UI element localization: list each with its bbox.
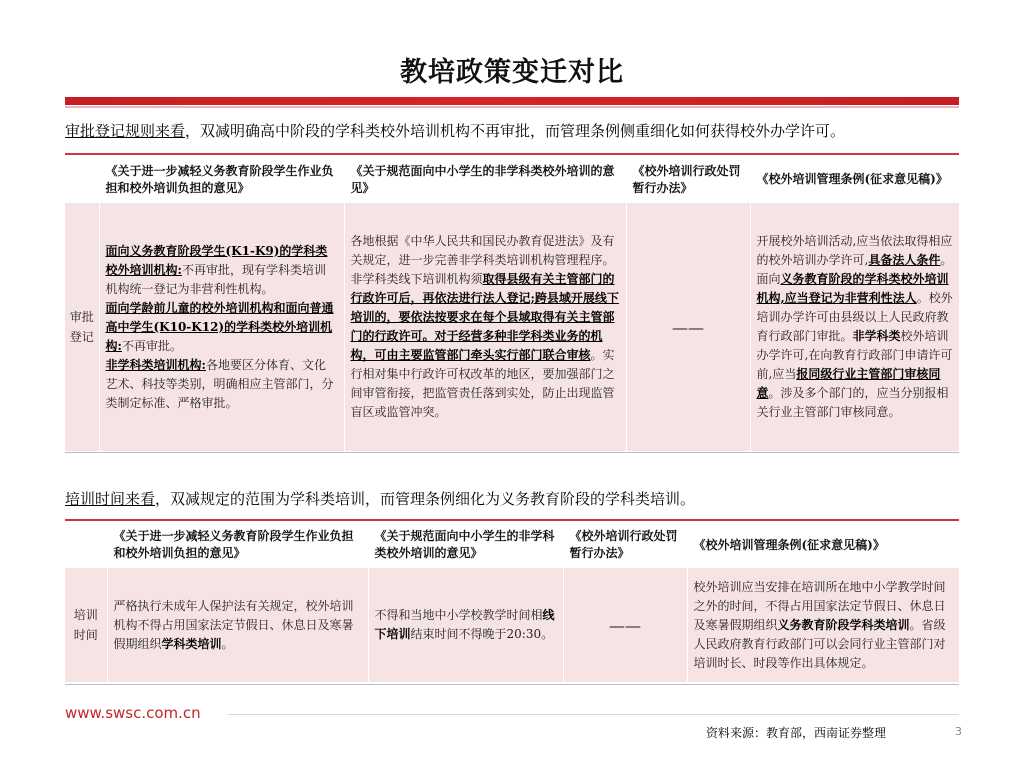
section1-top-rule: [65, 153, 959, 155]
text: 各地要区分体育、文化艺术、科技等类别，明确相应主管部门，分类制定标准、严格审批。: [105, 357, 334, 410]
text: 。涉及多个部门的，应当分别报相关行业主管部门审核同意。: [756, 386, 949, 419]
section2-cell-col2: [368, 568, 563, 682]
text-bold: 报同级行业主管部门审核同意: [756, 367, 941, 400]
section1-row-label: 审批登记: [65, 203, 99, 451]
section2-cell-col1: [107, 568, 368, 682]
section2-top-rule: [65, 519, 959, 521]
text: 校外培训办学许可,在向教育行政部门申请许可前,应当: [756, 329, 953, 381]
section1-header-blank: [65, 156, 99, 203]
section1-summary-text: ，双减明确高中阶段的学科类校外培训机构不再审批，而管理条例侧重细化如何获得校外办学许可。: [185, 122, 846, 140]
text-bold: 面向义务教育阶段学生(K1-K9)的学科类校外培训机构:: [105, 243, 328, 277]
section2-cell-col4: [687, 568, 959, 682]
section1-header-row: [65, 156, 959, 203]
text: 不再审批。: [121, 338, 182, 353]
text-bold: 学科类培训: [161, 636, 222, 651]
text-bold: 义务教育阶段学科类培训: [777, 617, 910, 632]
page-number: 3: [955, 725, 962, 738]
text: 。校外培训办学许可由县级以上人民政府教育行政部门审批。: [756, 291, 953, 343]
section2-header-col4: 《校外培训管理条例(征求意见稿)》: [687, 522, 959, 568]
section2-row-time: [65, 568, 959, 682]
text-bold: 具备法人条件: [868, 253, 941, 267]
section1-header-col4: 《校外培训管理条例(征求意见稿)》: [750, 156, 959, 203]
text: 结束时间不得晚于20:30。: [410, 627, 554, 641]
footer-divider: [228, 714, 959, 715]
text-bold: 取得县级有关主管部门的行政许可后，再依法进行法人登记;跨县域开展线下培训的，要依法按要求在每个县域取得有关主管部门的行政许可。对于经营多种非学科类业务的机构，可由主要监管部门牵头实行部门联合审核: [350, 272, 619, 362]
text-bold: 非学科类培训机构:: [105, 357, 206, 372]
section1-bottom-rule: [65, 452, 959, 453]
section1-header-col3: 《校外培训行政处罚暂行办法》: [626, 156, 750, 203]
footer-source: 资料来源：教育部，西南证券整理: [706, 726, 887, 740]
section1-table: [65, 156, 959, 451]
section2-row-label: 培训时间: [65, 568, 107, 682]
text: 开展校外培训活动,应当依法取得相应的校外培训办学许可,: [756, 234, 953, 267]
text-bold: 面向学龄前儿童的校外培训机构和面向普通高中学生(K10-K12)的学科类校外培训机构:: [105, 300, 334, 353]
footer-url-link[interactable]: www.swsc.com.cn: [65, 704, 201, 722]
page-title: 教培政策变迁对比: [400, 57, 624, 88]
section2-header-col3: 《校外培训行政处罚暂行办法》: [563, 522, 687, 568]
section2-summary-topic: 培训时间来看: [65, 490, 156, 508]
title-underline-bar: [65, 97, 959, 105]
text-bold: 线下培训: [374, 608, 555, 641]
section2-header-row: [65, 522, 959, 568]
section1-row-approval: [65, 203, 959, 451]
section1-header-col1: 《关于进一步减轻义务教育阶段学生作业负担和校外培训负担的意见》: [99, 156, 344, 203]
section2-summary: [65, 488, 695, 509]
section1-cell-col2: [344, 203, 626, 451]
section2-cell-col3: ——: [563, 568, 687, 682]
section1-header-col2: 《关于规范面向中小学生的非学科类校外培训的意见》: [344, 156, 626, 203]
section2-summary-text: ，双减规定的范围为学科类培训，而管理条例细化为义务教育阶段的学科类培训。: [155, 490, 696, 508]
section2-table: [65, 522, 959, 682]
section2-header-col2: 《关于规范面向中小学生的非学科类校外培训的意见》: [368, 522, 563, 568]
text-bold: 非学科类: [852, 329, 901, 343]
text: 。面向: [756, 253, 953, 286]
text: 。: [221, 636, 234, 651]
text: 严格执行未成年人保护法有关规定，校外培训机构不得占用国家法定节假日、休息日及寒暑假期组织: [113, 598, 354, 651]
text: 各地根据《中华人民共和国民办教育促进法》及有关规定，进一步完善非学科类培训机构管理程序。非学科类线下培训机构须: [350, 234, 615, 286]
section1-summary-topic: 审批登记规则来看: [65, 122, 186, 140]
section1-summary: [65, 120, 845, 141]
section1-cell-col1: [99, 203, 344, 451]
text: 。省级人民政府教育行政部门可以会同行业主管部门对培训时长、时段等作出具体规定。: [693, 617, 946, 670]
text: 校外培训应当安排在培训所在地中小学教学时间之外的时间，不得占用国家法定节假日、休息日及寒暑假期组织: [693, 579, 946, 632]
text: 不得和当地中小学校教学时间相: [374, 608, 543, 622]
section1-cell-col3: ——: [626, 203, 750, 451]
text: 。实行相对集中行政许可权改革的地区，要加强部门之间审管衔接，把监管责任落到实处，防止出现监管盲区或监管冲突。: [350, 348, 615, 419]
section2-bottom-rule: [65, 684, 959, 685]
section2-header-blank: [65, 522, 107, 568]
section1-cell-col4: [750, 203, 959, 451]
text: 不再审批，现有学科类培训机构统一登记为非营利性机构。: [105, 262, 326, 296]
text-bold: 义务教育阶段的学科类校外培训机构,应当登记为非营利性法人: [756, 272, 949, 305]
section2-header-col1: 《关于进一步减轻义务教育阶段学生作业负担和校外培训负担的意见》: [107, 522, 368, 568]
